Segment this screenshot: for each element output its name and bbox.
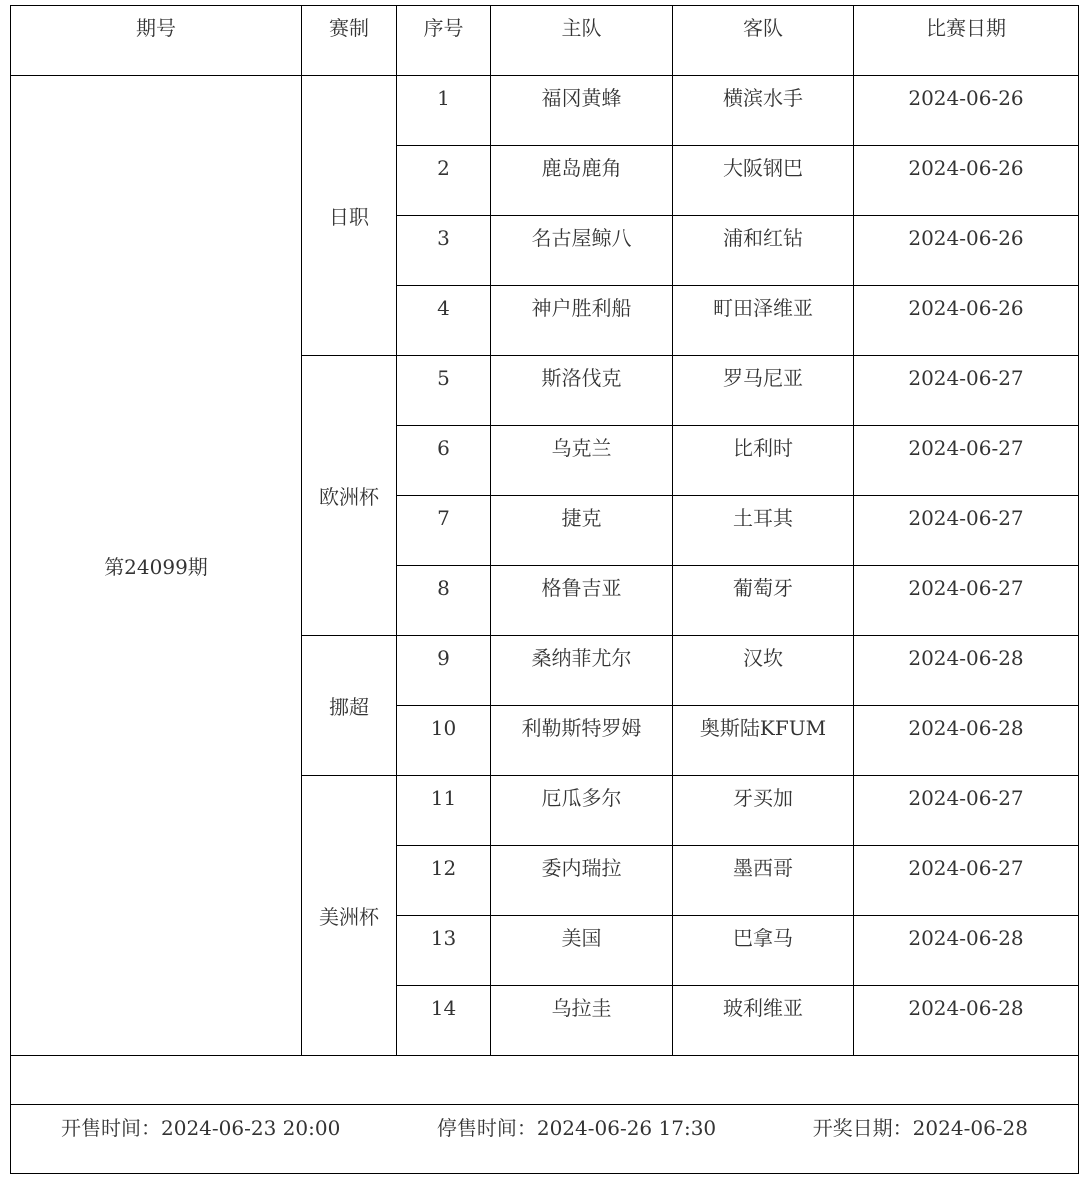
match-schedule-table <box>10 5 1079 1174</box>
header-date: 比赛日期 <box>854 6 1079 76</box>
match-date-cell: 2024-06-28 <box>854 706 1079 776</box>
match-date-cell: 2024-06-27 <box>854 496 1079 566</box>
footer-row <box>11 1105 1079 1174</box>
competition-cell: 日职 <box>302 76 397 356</box>
seq-cell: 5 <box>397 356 491 426</box>
away-team-cell: 町田泽维亚 <box>673 286 854 356</box>
seq-cell: 2 <box>397 146 491 216</box>
seq-cell: 3 <box>397 216 491 286</box>
header-competition: 赛制 <box>302 6 397 76</box>
home-team-cell: 乌克兰 <box>491 426 673 496</box>
header-issue: 期号 <box>11 6 302 76</box>
footer-info <box>11 1112 1078 1141</box>
header-row <box>11 6 1079 76</box>
seq-cell: 8 <box>397 566 491 636</box>
away-team-cell: 奥斯陆KFUM <box>673 706 854 776</box>
home-team-cell: 福冈黄蜂 <box>491 76 673 146</box>
match-date-cell: 2024-06-26 <box>854 286 1079 356</box>
seq-cell: 6 <box>397 426 491 496</box>
match-date-cell: 2024-06-26 <box>854 76 1079 146</box>
home-team-cell: 桑纳菲尤尔 <box>491 636 673 706</box>
home-team-cell: 利勒斯特罗姆 <box>491 706 673 776</box>
home-team-cell: 格鲁吉亚 <box>491 566 673 636</box>
seq-cell: 7 <box>397 496 491 566</box>
home-team-cell: 捷克 <box>491 496 673 566</box>
match-date-cell: 2024-06-27 <box>854 426 1079 496</box>
seq-cell: 14 <box>397 986 491 1056</box>
match-date-cell: 2024-06-28 <box>854 916 1079 986</box>
header-away: 客队 <box>673 6 854 76</box>
away-team-cell: 横滨水手 <box>673 76 854 146</box>
blank-cell <box>11 1056 1079 1105</box>
seq-cell: 1 <box>397 76 491 146</box>
home-team-cell: 名古屋鲸八 <box>491 216 673 286</box>
blank-row <box>11 1056 1079 1105</box>
seq-cell: 11 <box>397 776 491 846</box>
competition-cell: 欧洲杯 <box>302 356 397 636</box>
seq-cell: 13 <box>397 916 491 986</box>
match-date-cell: 2024-06-28 <box>854 636 1079 706</box>
away-team-cell: 罗马尼亚 <box>673 356 854 426</box>
competition-cell: 挪超 <box>302 636 397 776</box>
sale-start-time: 开售时间：2024-06-23 20:00 <box>61 1115 341 1140</box>
away-team-cell: 土耳其 <box>673 496 854 566</box>
home-team-cell: 委内瑞拉 <box>491 846 673 916</box>
away-team-cell: 巴拿马 <box>673 916 854 986</box>
match-date-cell: 2024-06-26 <box>854 146 1079 216</box>
seq-cell: 9 <box>397 636 491 706</box>
away-team-cell: 墨西哥 <box>673 846 854 916</box>
match-date-cell: 2024-06-27 <box>854 566 1079 636</box>
seq-cell: 10 <box>397 706 491 776</box>
away-team-cell: 汉坎 <box>673 636 854 706</box>
match-date-cell: 2024-06-26 <box>854 216 1079 286</box>
seq-cell: 12 <box>397 846 491 916</box>
away-team-cell: 牙买加 <box>673 776 854 846</box>
home-team-cell: 斯洛伐克 <box>491 356 673 426</box>
away-team-cell: 玻利维亚 <box>673 986 854 1056</box>
match-date-cell: 2024-06-27 <box>854 846 1079 916</box>
away-team-cell: 浦和红钻 <box>673 216 854 286</box>
header-seq: 序号 <box>397 6 491 76</box>
away-team-cell: 大阪钢巴 <box>673 146 854 216</box>
home-team-cell: 美国 <box>491 916 673 986</box>
away-team-cell: 比利时 <box>673 426 854 496</box>
seq-cell: 4 <box>397 286 491 356</box>
match-date-cell: 2024-06-28 <box>854 986 1079 1056</box>
table-row <box>11 76 1079 146</box>
sale-stop-time: 停售时间：2024-06-26 17:30 <box>436 1115 717 1140</box>
competition-cell: 美洲杯 <box>302 776 397 1056</box>
header-home: 主队 <box>491 6 673 76</box>
home-team-cell: 神户胜利船 <box>491 286 673 356</box>
match-date-cell: 2024-06-27 <box>854 776 1079 846</box>
issue-cell: 第24099期 <box>11 76 302 1056</box>
footer-cell <box>11 1105 1079 1174</box>
match-date-cell: 2024-06-27 <box>854 356 1079 426</box>
home-team-cell: 鹿岛鹿角 <box>491 146 673 216</box>
draw-date: 开奖日期：2024-06-28 <box>812 1115 1028 1140</box>
home-team-cell: 厄瓜多尔 <box>491 776 673 846</box>
away-team-cell: 葡萄牙 <box>673 566 854 636</box>
home-team-cell: 乌拉圭 <box>491 986 673 1056</box>
